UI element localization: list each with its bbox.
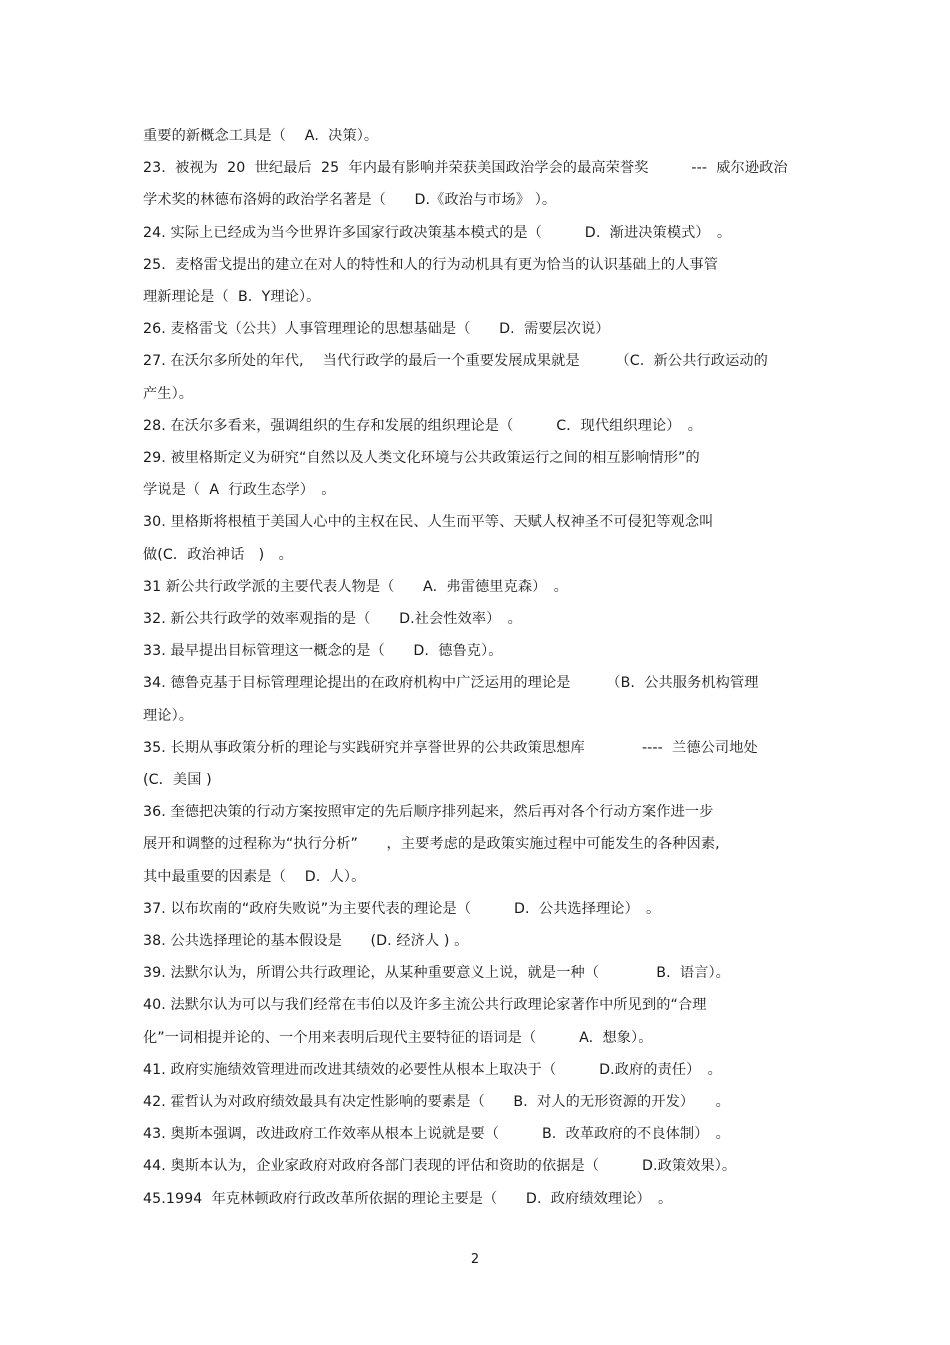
text-line: 重要的新概念工具是（ A. 决策）。 bbox=[143, 128, 379, 144]
text-line: 30. 里格斯将根植于美国人心中的主权在民、人生而平等、天赋人权神圣不可侵犯等观念叫 bbox=[143, 514, 714, 531]
text-line: 43. 奥斯本强调，改进政府工作效率从根本上说就是要（ B. 改革政府的不良体制） 。 bbox=[143, 1126, 730, 1143]
text-line: 展开和调整的过程称为“执行分析” ，主要考虑的是政策实施过程中可能发生的各种因素, bbox=[143, 836, 720, 853]
text-line: 做(C．政治神话 ) 。 bbox=[143, 546, 293, 563]
text-line: 37. 以布坎南的“政府失败说”为主要代表的理论是（ D. 公共选择理论） 。 bbox=[143, 900, 661, 917]
text-line: 32. 新公共行政学的效率观指的是（ D.社会性效率） 。 bbox=[143, 611, 522, 627]
text-line: 42. 霍哲认为对政府绩效最具有决定性影响的要素是（ B. 对人的无形资源的开发） 。 bbox=[143, 1094, 730, 1110]
text-line: (C．美国 ) bbox=[143, 772, 212, 788]
text-line: 45.1994 年克林顿政府行政改革所依据的理论主要是（ D. 政府绩效理论） 。 bbox=[143, 1190, 673, 1207]
text-line: 其中最重要的因素是（ D. 人）。 bbox=[143, 868, 366, 885]
text-line: 44. 奥斯本认为，企业家政府对政府各部门表现的评估和资助的依据是（ D.政策效果）。 bbox=[143, 1158, 737, 1175]
text-line: 学术奖的林德布洛姆的政治学名著是（ D.《政治与市场》 ）。 bbox=[143, 192, 557, 209]
text-line: 25. 麦格雷戈提出的建立在对人的特性和人的行为动机具有更为恰当的认识基础上的人事管 bbox=[143, 256, 719, 273]
page-number: 2 bbox=[470, 1252, 480, 1267]
text-line: 29. 被里格斯定义为研究“自然以及人类文化环境与公共政策运行之间的相互影响情形”的 bbox=[143, 450, 700, 466]
text-line: 化”一词相提并论的、一个用来表明后现代主要特征的语词是（ A. 想象）。 bbox=[143, 1029, 653, 1046]
text-line: 28. 在沃尔多看来，强调组织的生存和发展的组织理论是（ C．现代组织理论） 。 bbox=[143, 417, 703, 434]
text-line: 38. 公共选择理论的基本假设是 (D. 经济人 ) 。 bbox=[143, 933, 469, 949]
text-line: 36. 奎德把决策的行动方案按照审定的先后顺序排列起来，然后再对各个行动方案作进一步 bbox=[143, 804, 714, 821]
text-line: 40. 法默尔认为可以与我们经常在韦伯以及许多主流公共行政理论家著作中所见到的“合理 bbox=[143, 997, 707, 1014]
text-line: 41. 政府实施绩效管理进而改进其绩效的必要性从根本上取决于（ D.政府的责任） 。 bbox=[143, 1061, 722, 1078]
text-line: 24. 实际上已经成为当今世界许多国家行政决策基本模式的是（ D. 渐进决策模式） 。 bbox=[143, 224, 732, 241]
text-line: 34. 德鲁克基于目标管理理论提出的在政府机构中广泛运用的理论是 （B. 公共服务机构管理 bbox=[143, 675, 759, 692]
text-line: 35. 长期从事政策分析的理论与实践研究并享誉世界的公共政策思想库 ---- 兰德公司地处 bbox=[143, 739, 758, 756]
text-line: 27. 在沃尔多所处的年代, 当代行政学的最后一个重要发展成果就是 （C. 新公共行政运动的 bbox=[143, 353, 768, 370]
text-line: 理新理论是（ B. Y理论）。 bbox=[143, 289, 321, 305]
text-line: 26. 麦格雷戈（公共）人事管理理论的思想基础是（ D. 需要层次说） bbox=[143, 321, 610, 338]
text-line: 产生）。 bbox=[143, 385, 194, 402]
text-line: 33. 最早提出目标管理这一概念的是（ D. 德鲁克）。 bbox=[143, 643, 503, 660]
text-line: 23. 被视为 20 世纪最后 25 年内最有影响并荣获美国政治学会的最高荣誉奖 --- 威尔逊政治 bbox=[143, 160, 788, 177]
text-line: 31 新公共行政学派的主要代表人物是（ A. 弗雷德里克森） 。 bbox=[143, 578, 568, 595]
text-line: 39. 法默尔认为，所谓公共行政理论，从某种重要意义上说，就是一种（ B. 语言）。 bbox=[143, 965, 730, 982]
text-line: 理论）。 bbox=[143, 707, 194, 724]
text-line: 学说是（ A 行政生态学） 。 bbox=[143, 482, 336, 499]
